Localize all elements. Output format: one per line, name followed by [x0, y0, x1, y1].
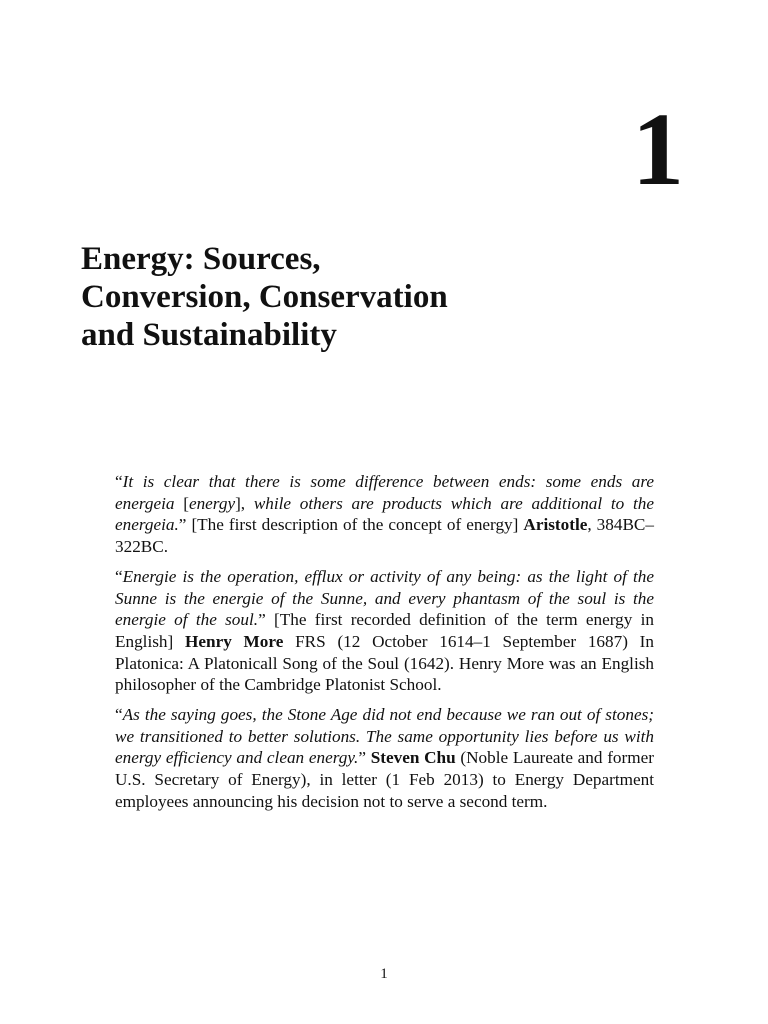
epigraph-author: Steven Chu — [370, 748, 456, 768]
page-number: 1 — [380, 966, 388, 982]
epigraph-note: [The first recorded definition of the term energy in English] — [115, 610, 654, 651]
epigraph-close-quote: ” — [258, 610, 266, 630]
epigraph-aristotle — [115, 471, 654, 558]
epigraph-open-quote: “ — [115, 472, 123, 491]
epigraph-details: , 384BC–322BC. — [115, 515, 654, 557]
epigraph-steven-chu — [115, 704, 654, 813]
epigraph-author: Aristotle — [523, 515, 588, 535]
epigraph-quote-text: As the saying goes, the Stone Age did not end because we ran out of stones; we transitioned to better solutions. The same opportunity lies before us with energy efficiency and clean energy. — [115, 705, 654, 768]
epigraph-henry-more — [115, 566, 654, 696]
chapter-title-line: Conversion, Conservation — [81, 279, 448, 315]
epigraph-bracket: ], — [235, 493, 254, 513]
chapter-title-line: and Sustainability — [81, 317, 337, 353]
epigraph-note: [The first description of the concept of energy] — [186, 515, 524, 535]
epigraph-open-quote: “ — [115, 705, 123, 725]
epigraph-quote-text: It is clear that there is some difference between ends: some ends are energeia — [115, 472, 654, 513]
epigraphs — [115, 471, 654, 821]
chapter-title — [81, 240, 561, 354]
chapter-number: 1 — [632, 92, 682, 207]
epigraph-open-quote: “ — [115, 566, 123, 586]
epigraph-author: Henry More — [185, 631, 284, 651]
epigraph-close-quote: ” — [358, 748, 371, 768]
chapter-title-line: Energy: Sources, — [81, 241, 321, 277]
epigraph-bracket: [ — [174, 493, 189, 513]
epigraph-quote-text: while others are products which are additional to the energeia. — [115, 493, 654, 535]
epigraph-details: (Noble Laureate and former U.S. Secretary of Energy), in letter (1 Feb 2013) to Energy Department employees announcing his decision not to serve a second term. — [115, 748, 654, 811]
epigraph-details: FRS (12 October 1614–1 September 1687) In Platonica: A Platonicall Song of the Soul (1642). Henry More was an English philosopher of the Cambridge Platonist School. — [115, 631, 655, 695]
epigraph-quote-text: Energie is the operation, efflux or activity of any being: as the light of the Sunne is the energie of the Sunne, and every phantasm of the soul is the energie of the soul. — [115, 566, 654, 630]
epigraph-quote-text: energy — [188, 493, 236, 513]
epigraph-close-quote: ” — [178, 515, 187, 535]
